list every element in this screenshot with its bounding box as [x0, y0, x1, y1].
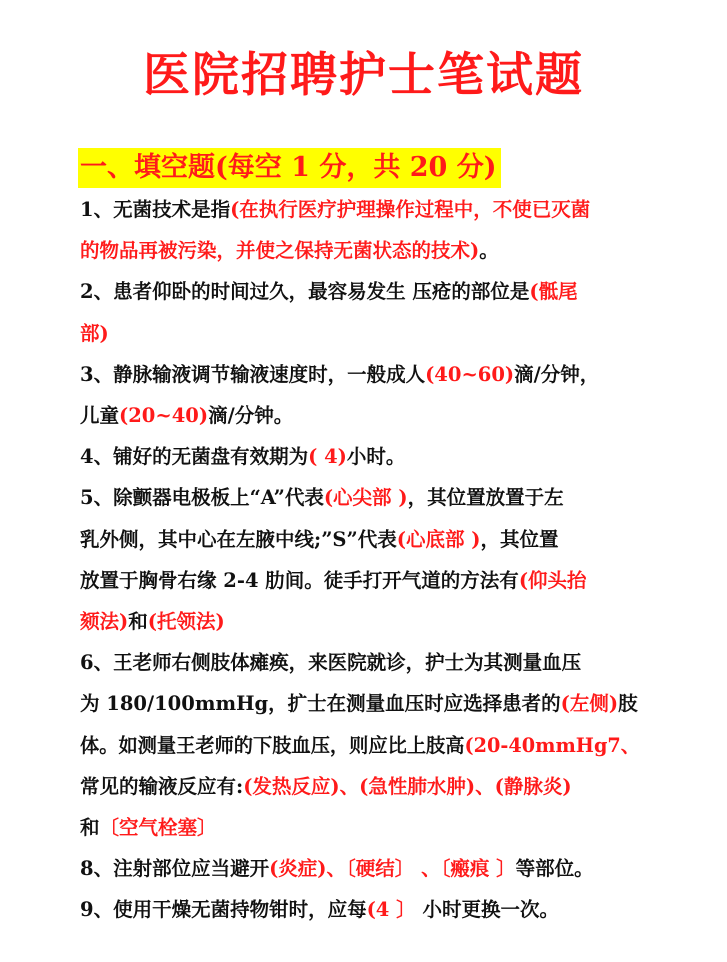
answer-text: (20-40mmHg7、 — [464, 733, 641, 757]
answer-text: (左侧) — [560, 692, 619, 716]
question-text: 为 180/100mmHg，扩士在测量血压时应选择患者的 — [80, 692, 561, 716]
text-line — [80, 280, 578, 304]
answer-text: (在执行医疗护理操作过程中，不使已灭菌 — [230, 198, 591, 221]
answer-text: (20~40) — [119, 404, 209, 427]
text-line — [80, 363, 599, 387]
text-line — [80, 610, 225, 634]
question-text: 6、王老师右侧肢体瘫痪，来医院就诊，护士为其测量血压 — [80, 651, 582, 675]
section-heading: 一、填空题(每空 1 分，共 20 分) — [78, 148, 501, 188]
answer-text: (发热反应)、(急性肺水肿)、(静脉炎) — [243, 774, 572, 798]
question-text: 滴/分钟。 — [208, 404, 294, 427]
answer-text: (炎症)、〔硬结〕 、〔瘢痕 〕 — [269, 857, 516, 881]
text-line — [80, 322, 109, 346]
answer-text: 的物品再被污染，并使之保持无菌状态的技术) — [80, 239, 480, 263]
question-text: 小时更换一次。 — [415, 898, 559, 922]
text-line — [80, 734, 640, 758]
text-line — [80, 445, 405, 469]
text-line — [80, 528, 558, 552]
question-text: 小时。 — [346, 445, 406, 469]
question-text: 放置于胸骨右缘 2-4 肋间。徒手打开气道的方法有 — [80, 568, 519, 592]
text-line — [80, 239, 499, 263]
text-line — [80, 651, 581, 675]
question-text: 4、铺好的无菌盘有效期为 — [80, 445, 309, 469]
text-line — [80, 198, 590, 222]
question-text: 等部位。 — [515, 857, 594, 881]
answer-text: (仰头抬 — [518, 568, 587, 592]
answer-text: (心尖部 ) — [323, 486, 408, 510]
question-text: 8、注射部位应当避开 — [80, 857, 270, 881]
question-text: 9、使用干燥无菌持物钳时，应每 — [80, 898, 367, 922]
question-text: 儿童 — [80, 404, 120, 427]
question-text: 体。如测量王老师的下肢血压，则应比上肢高 — [80, 733, 465, 757]
text-line — [80, 775, 572, 799]
answer-text: (40~60) — [425, 362, 515, 386]
question-text: 肢 — [618, 692, 638, 716]
question-text: 3、静脉输液调节输液速度时，一般成人 — [80, 362, 426, 386]
text-line — [80, 404, 293, 428]
question-text: 和 — [128, 610, 148, 633]
question-text: 滴/分钟， — [514, 362, 600, 386]
answer-text: 〔空气栓塞〕 — [99, 816, 217, 839]
answer-text: ( 4) — [308, 445, 347, 469]
question-text: ，其位置 — [480, 527, 559, 551]
text-line — [80, 692, 638, 716]
question-text: 乳外侧，其中心在左腋中线;”S”代表 — [80, 527, 397, 551]
answer-text: (4 〕 — [366, 898, 416, 922]
text-line — [80, 816, 217, 840]
question-text: 5、除颤器电极板上“A”代表 — [80, 486, 324, 510]
question-text: 。 — [479, 239, 499, 263]
text-line — [80, 569, 587, 593]
answer-text: (骶尾 — [529, 280, 578, 304]
question-text: ，其位置放置于左 — [407, 486, 564, 510]
text-line — [80, 486, 564, 510]
question-text: 1、无菌技术是指 — [80, 198, 231, 221]
question-text: 常见的输液反应有: — [80, 774, 244, 798]
answer-text: (心底部 ) — [396, 527, 481, 551]
question-text: 2、患者仰卧的时间过久，最容易发生 压疮的部位是 — [80, 280, 530, 304]
text-line — [80, 857, 594, 881]
answer-text: 颏法) — [80, 610, 129, 633]
answer-text: (托领法) — [147, 610, 225, 633]
question-text: 和 — [80, 816, 100, 839]
answer-text: 部) — [80, 321, 109, 345]
document-title: 医院招聘护士笔试题 — [143, 48, 584, 103]
text-line — [80, 898, 559, 922]
